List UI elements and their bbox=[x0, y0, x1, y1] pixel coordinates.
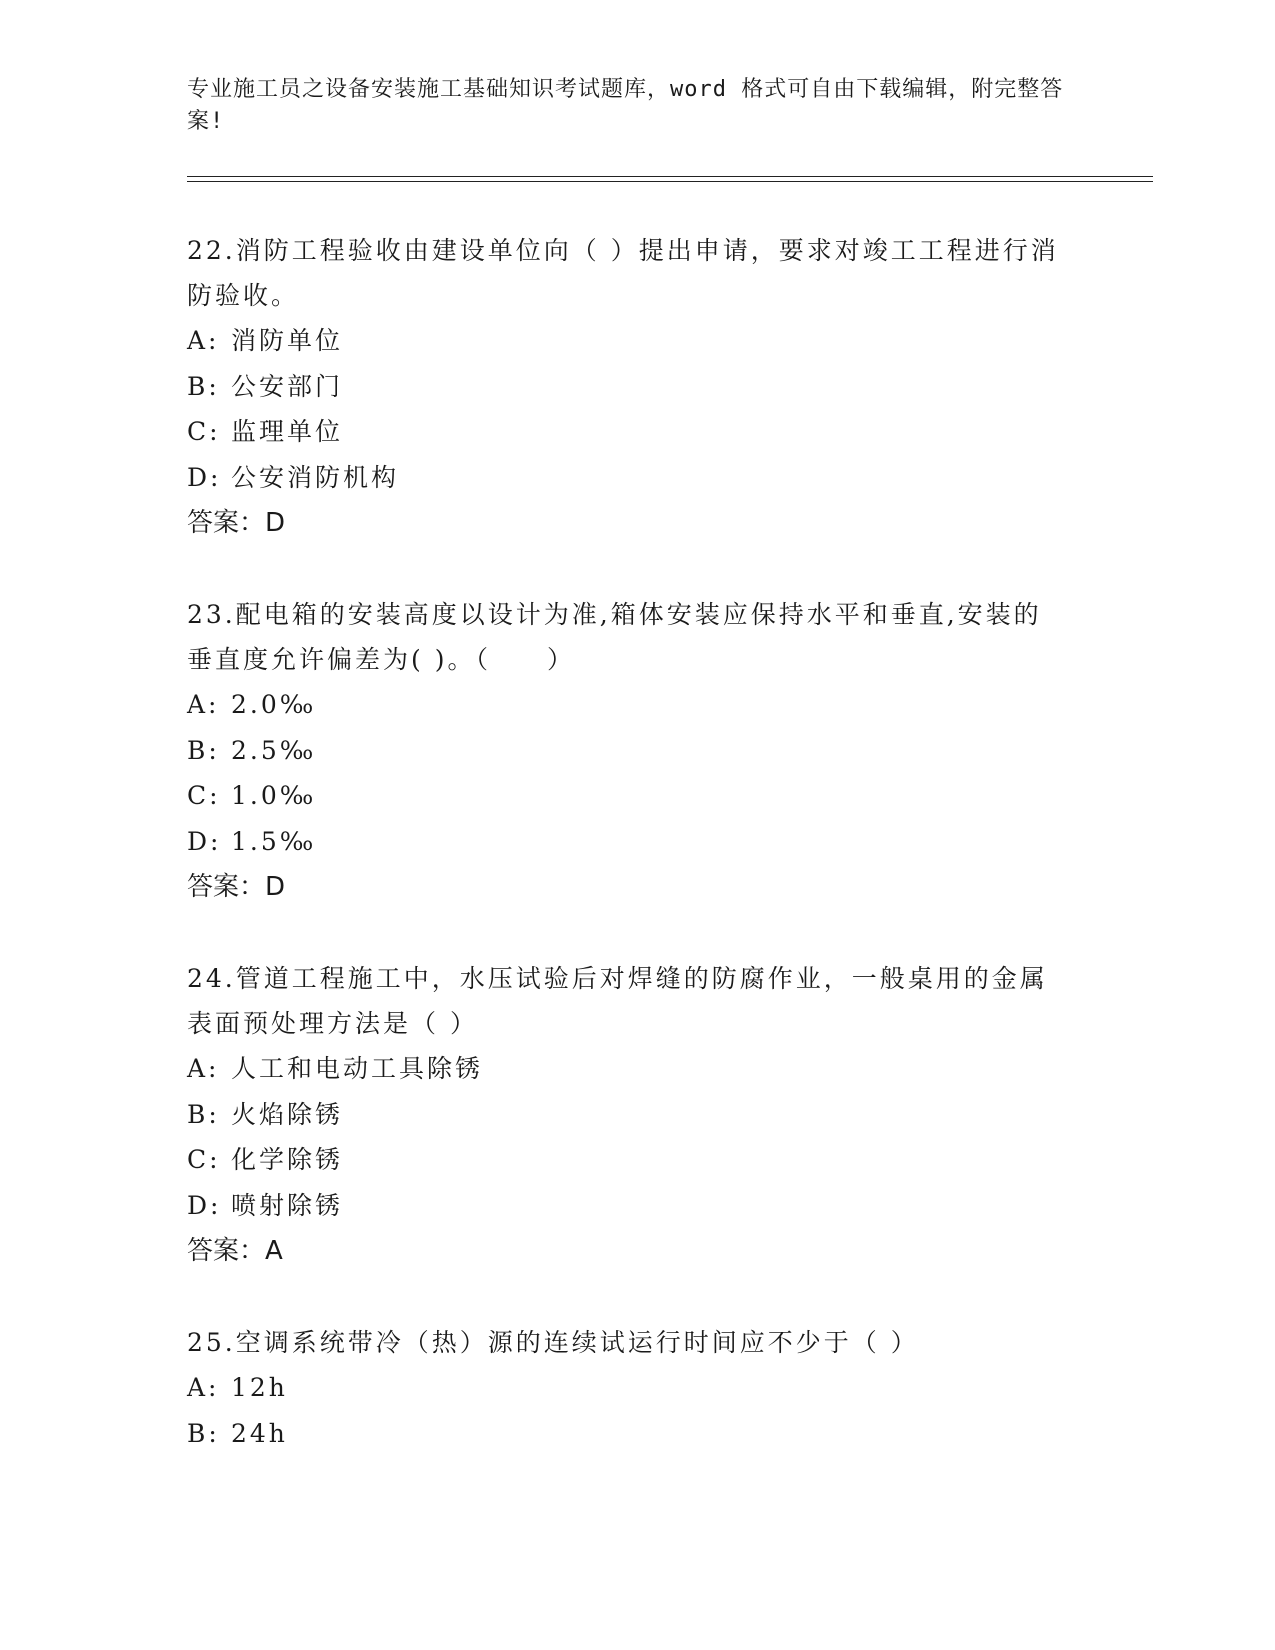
option-d bbox=[187, 455, 1067, 501]
option-d bbox=[187, 1183, 1067, 1229]
option-letter: D: bbox=[187, 826, 222, 856]
question-stem: 25.空调系统带冷（热）源的连续试运行时间应不少于（ ） bbox=[187, 1328, 919, 1357]
option-text: 喷射除锈 bbox=[231, 1190, 344, 1220]
option-letter: B: bbox=[187, 735, 220, 765]
option-b bbox=[187, 1411, 1067, 1457]
question-stem: 23.配电箱的安装高度以设计为准,箱体安装应保持水平和垂直,安装的垂直度允许偏差为( )。（ ） bbox=[187, 600, 1042, 674]
option-c bbox=[187, 409, 1067, 455]
option-text: 24h bbox=[231, 1418, 288, 1448]
option-letter: C: bbox=[187, 417, 221, 446]
question-25 bbox=[187, 1320, 1067, 1456]
option-b bbox=[187, 728, 1067, 774]
document-header-text: 专业施工员之设备安装施工基础知识考试题库，word 格式可自由下载编辑，附完整答案! bbox=[187, 77, 1064, 134]
option-c bbox=[187, 773, 1067, 819]
answer-line: 答案：D bbox=[187, 508, 286, 538]
header-divider-top bbox=[187, 176, 1153, 177]
option-text: 消防单位 bbox=[231, 326, 344, 355]
option-letter: B: bbox=[187, 1418, 220, 1448]
option-letter: D: bbox=[187, 1190, 222, 1220]
question-24 bbox=[187, 956, 1067, 1274]
option-c bbox=[187, 1137, 1067, 1183]
option-text: 1.5‰ bbox=[231, 826, 317, 856]
option-text: 2.0‰ bbox=[231, 690, 317, 719]
question-stem: 24.管道工程施工中，水压试验后对焊缝的防腐作业，一般桌用的金属表面预处理方法是（ ） bbox=[187, 964, 1048, 1038]
option-letter: A: bbox=[187, 1373, 220, 1402]
option-letter: D: bbox=[187, 462, 222, 492]
question-22 bbox=[187, 228, 1067, 546]
option-text: 公安部门 bbox=[231, 371, 344, 401]
option-text: 火焰除锈 bbox=[231, 1099, 344, 1129]
question-stem: 22.消防工程验收由建设单位向（ ）提出申请，要求对竣工工程进行消防验收。 bbox=[187, 236, 1059, 310]
option-text: 化学除锈 bbox=[231, 1145, 344, 1174]
option-letter: B: bbox=[187, 371, 220, 401]
option-a bbox=[187, 318, 1067, 364]
question-23 bbox=[187, 592, 1067, 910]
option-a bbox=[187, 1365, 1067, 1411]
option-text: 12h bbox=[231, 1373, 288, 1402]
option-b bbox=[187, 1092, 1067, 1138]
option-text: 1.0‰ bbox=[231, 781, 317, 810]
answer-line: 答案：A bbox=[187, 1236, 283, 1266]
option-a bbox=[187, 1046, 1067, 1092]
option-letter: C: bbox=[187, 1145, 221, 1174]
header-divider-bottom bbox=[187, 181, 1153, 182]
option-letter: C: bbox=[187, 781, 221, 810]
option-letter: B: bbox=[187, 1099, 220, 1129]
option-a bbox=[187, 682, 1067, 728]
option-d bbox=[187, 819, 1067, 865]
option-text: 人工和电动工具除锈 bbox=[231, 1054, 484, 1083]
option-text: 2.5‰ bbox=[231, 735, 317, 765]
option-text: 监理单位 bbox=[231, 417, 344, 446]
option-letter: A: bbox=[187, 1054, 220, 1083]
answer-line: 答案：D bbox=[187, 872, 286, 902]
option-letter: A: bbox=[187, 326, 220, 355]
option-b bbox=[187, 364, 1067, 410]
option-letter: A: bbox=[187, 690, 220, 719]
option-text: 公安消防机构 bbox=[231, 462, 400, 492]
